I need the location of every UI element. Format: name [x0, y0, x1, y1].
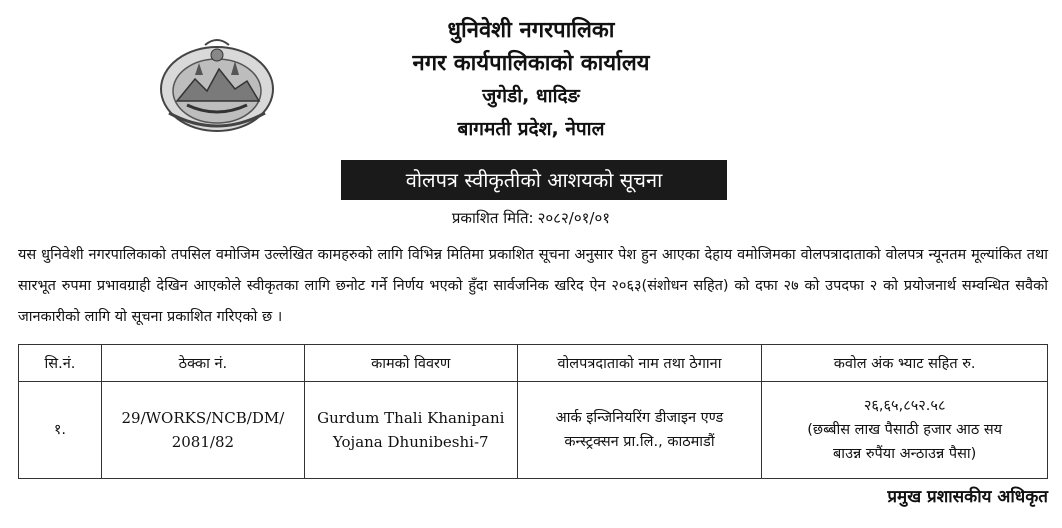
work-description-line2: Yojana Dhunibeshi-7 — [332, 433, 489, 451]
signatory-title: प्रमुख प्रशासकीय अधिकृत — [887, 487, 1048, 507]
cell-work-description — [304, 382, 517, 479]
bidder-line1: आर्क इन्जिनियरिंग डीजाइन एण्ड — [555, 410, 724, 426]
bid-amount-words-line2: बाउन्न रुपैंया अन्ठाउन्न पैसा) — [833, 446, 977, 462]
province-country: बागमती प्रदेश, नेपाल — [457, 118, 605, 140]
contract-no-line2: 2081/82 — [171, 433, 235, 451]
bid-amount-figure: २६,६५,८५२.५८ — [863, 398, 946, 414]
col-header-sn: सि.नं. — [19, 345, 102, 382]
bid-acceptance-table — [18, 344, 1048, 479]
cell-bid-amount — [762, 382, 1048, 479]
table-header-row — [19, 345, 1048, 382]
cell-sn: १. — [19, 382, 102, 479]
office-name: नगर कार्यपालिकाको कार्यालय — [412, 51, 650, 76]
published-date-value: २०८२/०१/०१ — [537, 209, 611, 227]
work-description-line1: Gurdum Thali Khanipani — [317, 409, 505, 427]
office-header — [0, 14, 1062, 146]
notice-paragraph: यस धुनिवेशी नगरपालिकाको तपसिल वमोजिम उल्लेखित कामहरुको लागि विभिन्न मितिमा प्रकाशित सूचना अनुसार पेश हुन आएका देहाय वमोजिमका वोलपत्रादाताको वोलपत्र न्यूनतम मूल्यांकित तथा सारभूत रुपमा प्रभावग्राही देखिन आएकोले स्वीकृतका लागि छनोट गर्ने निर्णय भएको हुँदा सार्वजनिक खरिद ऐन २०६३(संशोधन सहित) को दफा २७ को उपदफा २ को प्रयोजनार्थ सम्वन्धित सवैको जानकारीको लागि यो सूचना प्रकाशित गरिएको छ । — [18, 247, 1048, 325]
col-header-bid-amount: कवोल अंक भ्याट सहित रु. — [762, 345, 1048, 382]
cell-contract-no — [101, 382, 304, 479]
published-date-label: प्रकाशित मिति: — [451, 209, 534, 227]
table-row — [19, 382, 1048, 479]
bid-amount-words-line1: (छब्बीस लाख पैसाठी हजार आठ सय — [807, 422, 1003, 438]
col-header-work-description: कामको विवरण — [304, 345, 517, 382]
notice-title-banner: वोलपत्र स्वीकृतीको आशयको सूचना — [341, 160, 727, 200]
contract-no-line1: 29/WORKS/NCB/DM/ — [121, 409, 285, 427]
bidder-line2: कन्स्ट्रक्सन प्रा.लि., काठमाडौं — [564, 434, 715, 450]
published-date — [0, 208, 1062, 228]
col-header-bidder: वोलपत्रदाताको नाम तथा ठेगाना — [517, 345, 762, 382]
office-location: जुगेडी, धादिङ — [482, 85, 580, 107]
col-header-contract-no: ठेक्का नं. — [101, 345, 304, 382]
cell-bidder — [517, 382, 762, 479]
municipality-name: धुनिवेशी नगरपालिका — [447, 18, 615, 43]
